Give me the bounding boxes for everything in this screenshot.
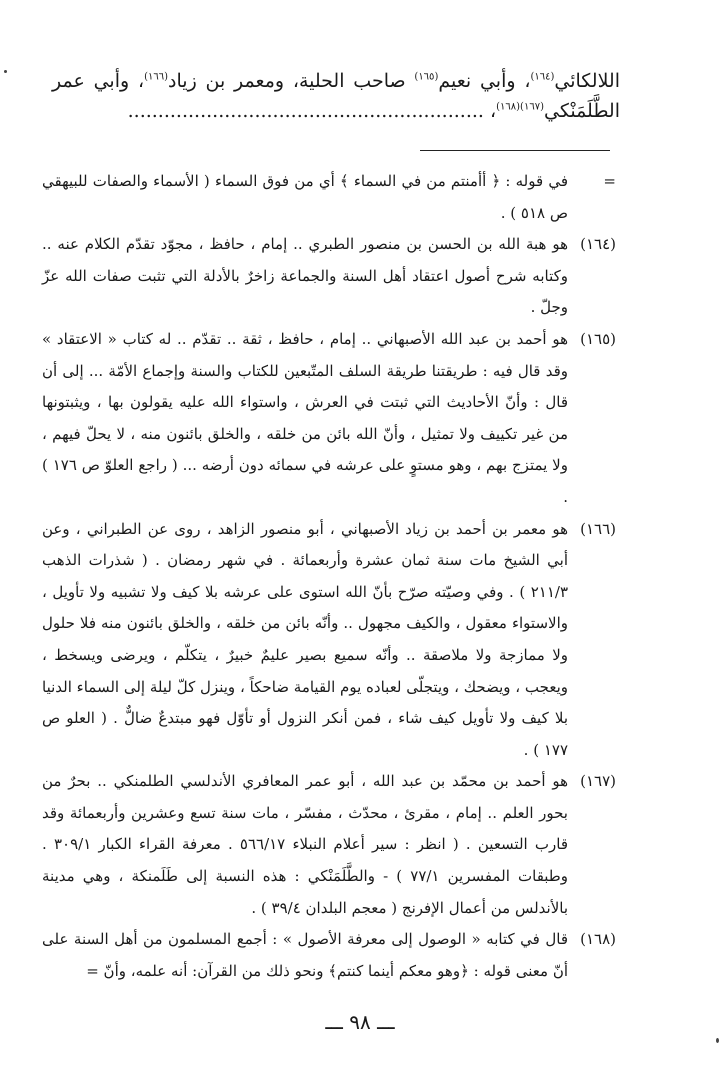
- footnote-166: [42, 514, 616, 767]
- footnote-text: هو أحمد بن محمّد بن عبد الله ، أبو عمر المعافري الأندلسي الطلمنكي .. بحرٌ من بحور العلم .. إمام ، مقرئ ، محدّث ، مفسّر ، مات سنة تسع وعشرين وأربعمائة وقد قارب التسعين . ( انظر : سير أعلام النبلاء ٥٦٦/١٧ . معرفة القراء الكبار ٣٠٩/١ . وطبقات المفسرين ٧٧/١ ) - والطَّلَمَنْكي : هذه النسبة إلى طَلَمنكة ، وهي مدينة بالأندلس من أعمال الإفرنج ( معجم البلدان ٣٩/٤ ) .: [42, 772, 568, 917]
- continuation-text: في قوله : ﴿ أأمنتم من في السماء ﴾ أي من فوق السماء ( الأسماء والصفات للبيهقي ص ٥١٨ ) .: [42, 172, 568, 222]
- footnote-164: [42, 229, 616, 324]
- footnote-ref-166: (١٦٦): [144, 71, 169, 83]
- footnote-text: هو أحمد بن عبد الله الأصبهاني .. إمام ، حافظ ، ثقة .. تقدّم .. له كتاب « الاعتقاد » وقد قال فيه : طريقتنا طريقة السلف المتّبعين للكتاب والسنة وإجماع الأمّة ... إلى أن قال : وأنّ الأحاديث التي ثبتت في العرش ، واستواء الله عليه يقولون بها ، ويثبتونها من غير تكييف ولا تمثيل ، وأنّ الله بائن من خلقه ، والخلق بائنون منه ، لا يحلّ فيهم ، ولا يمتزج بهم ، وهو مستوٍ على عرشه في سمائه دون أرضه ... ( راجع العلوّ ص ١٧٦ ) .: [42, 329, 568, 506]
- main-text-part-4: ، وأبي عمر الطَّلَمَنْكي: [52, 70, 620, 122]
- footnote-ref-165: (١٦٥): [414, 71, 439, 83]
- footnote-167: [42, 766, 616, 924]
- footnote-continuation: [42, 166, 616, 229]
- footnote-text: هو معمر بن أحمد بن زياد الأصبهاني ، أبو منصور الزاهد ، روى عن الطبراني ، وعن أبي الشيخ مات سنة ثمان عشرة وأربعمائة . في شهر رمضان . ( شذرات الذهب ٢١١/٣ ) . وفي وصيّته صرّح بأنّ الله استوى على عرشه بلا كيف ولا تشبيه ولا تأويل ، والاستواء معقول ، والكيف مجهول .. وأنّه بائن من خلقه ، والخلق بائنون منه فلا حلول ولا ممازجة ولا ملاصقة .. وأنّه سميع بصير عليمٌ خبيرٌ ، يتكلّم ، ويرضى ويسخط ، ويعجب ، ويضحك ، ويتجلّى لعباده يوم القيامة ضاحكاً ، وينزل كلّ ليلة إلى السماء الدنيا بلا كيف ولا تأويل كيف شاء ، فمن أنكر النزول أو تأوّل فهو مبتدعٌ ضالٌّ . ( العلو ص ١٧٧ ) .: [42, 519, 568, 759]
- main-text-part-1: اللالكائي: [554, 70, 620, 92]
- main-text-part-2: ، وأبي نعيم: [438, 70, 531, 92]
- footnote-number: (١٦٤): [580, 235, 616, 254]
- footnote-number: (١٦٦): [580, 519, 616, 538]
- footnote-number: (١٦٧): [580, 772, 616, 791]
- footnotes: [42, 166, 616, 987]
- page-number: ـــ ٩٨ ـــ: [325, 1010, 395, 1034]
- footnote-168: [42, 924, 616, 987]
- dotted-leader: ، ...........................................................: [127, 100, 497, 122]
- footnote-165: [42, 324, 616, 514]
- footnote-number: (١٦٨): [580, 930, 616, 949]
- footnote-ref-167-168: (١٦٧)(١٦٨): [496, 101, 544, 113]
- footnote-number: (١٦٥): [580, 329, 616, 348]
- footnote-ref-164: (١٦٤): [530, 71, 555, 83]
- main-text: [52, 66, 620, 126]
- main-text-part-3: صاحب الحلية، ومعمر بن زياد: [168, 70, 415, 92]
- scan-speck: [716, 1038, 719, 1043]
- footnote-text: هو هبة الله بن الحسن بن منصور الطبري .. إمام ، حافظ ، مجوّد تقدّم الكلام عنه .. وكتابه شرح أصول اعتقاد أهل السنة والجماعة زاخرٌ بالأدلة التي تثبت صفات الله عزّ وجلّ .: [42, 235, 568, 317]
- scan-speck: [4, 70, 7, 73]
- footnote-separator: [420, 150, 610, 151]
- footnote-text: قال في كتابه « الوصول إلى معرفة الأصول » : أجمع المسلمون من أهل السنة على أنّ معنى قوله : ﴿وهو معكم أينما كنتم﴾ ونحو ذلك من القرآن: أنه علمه، وأنّ =: [42, 930, 568, 980]
- continuation-marker: =: [603, 172, 616, 190]
